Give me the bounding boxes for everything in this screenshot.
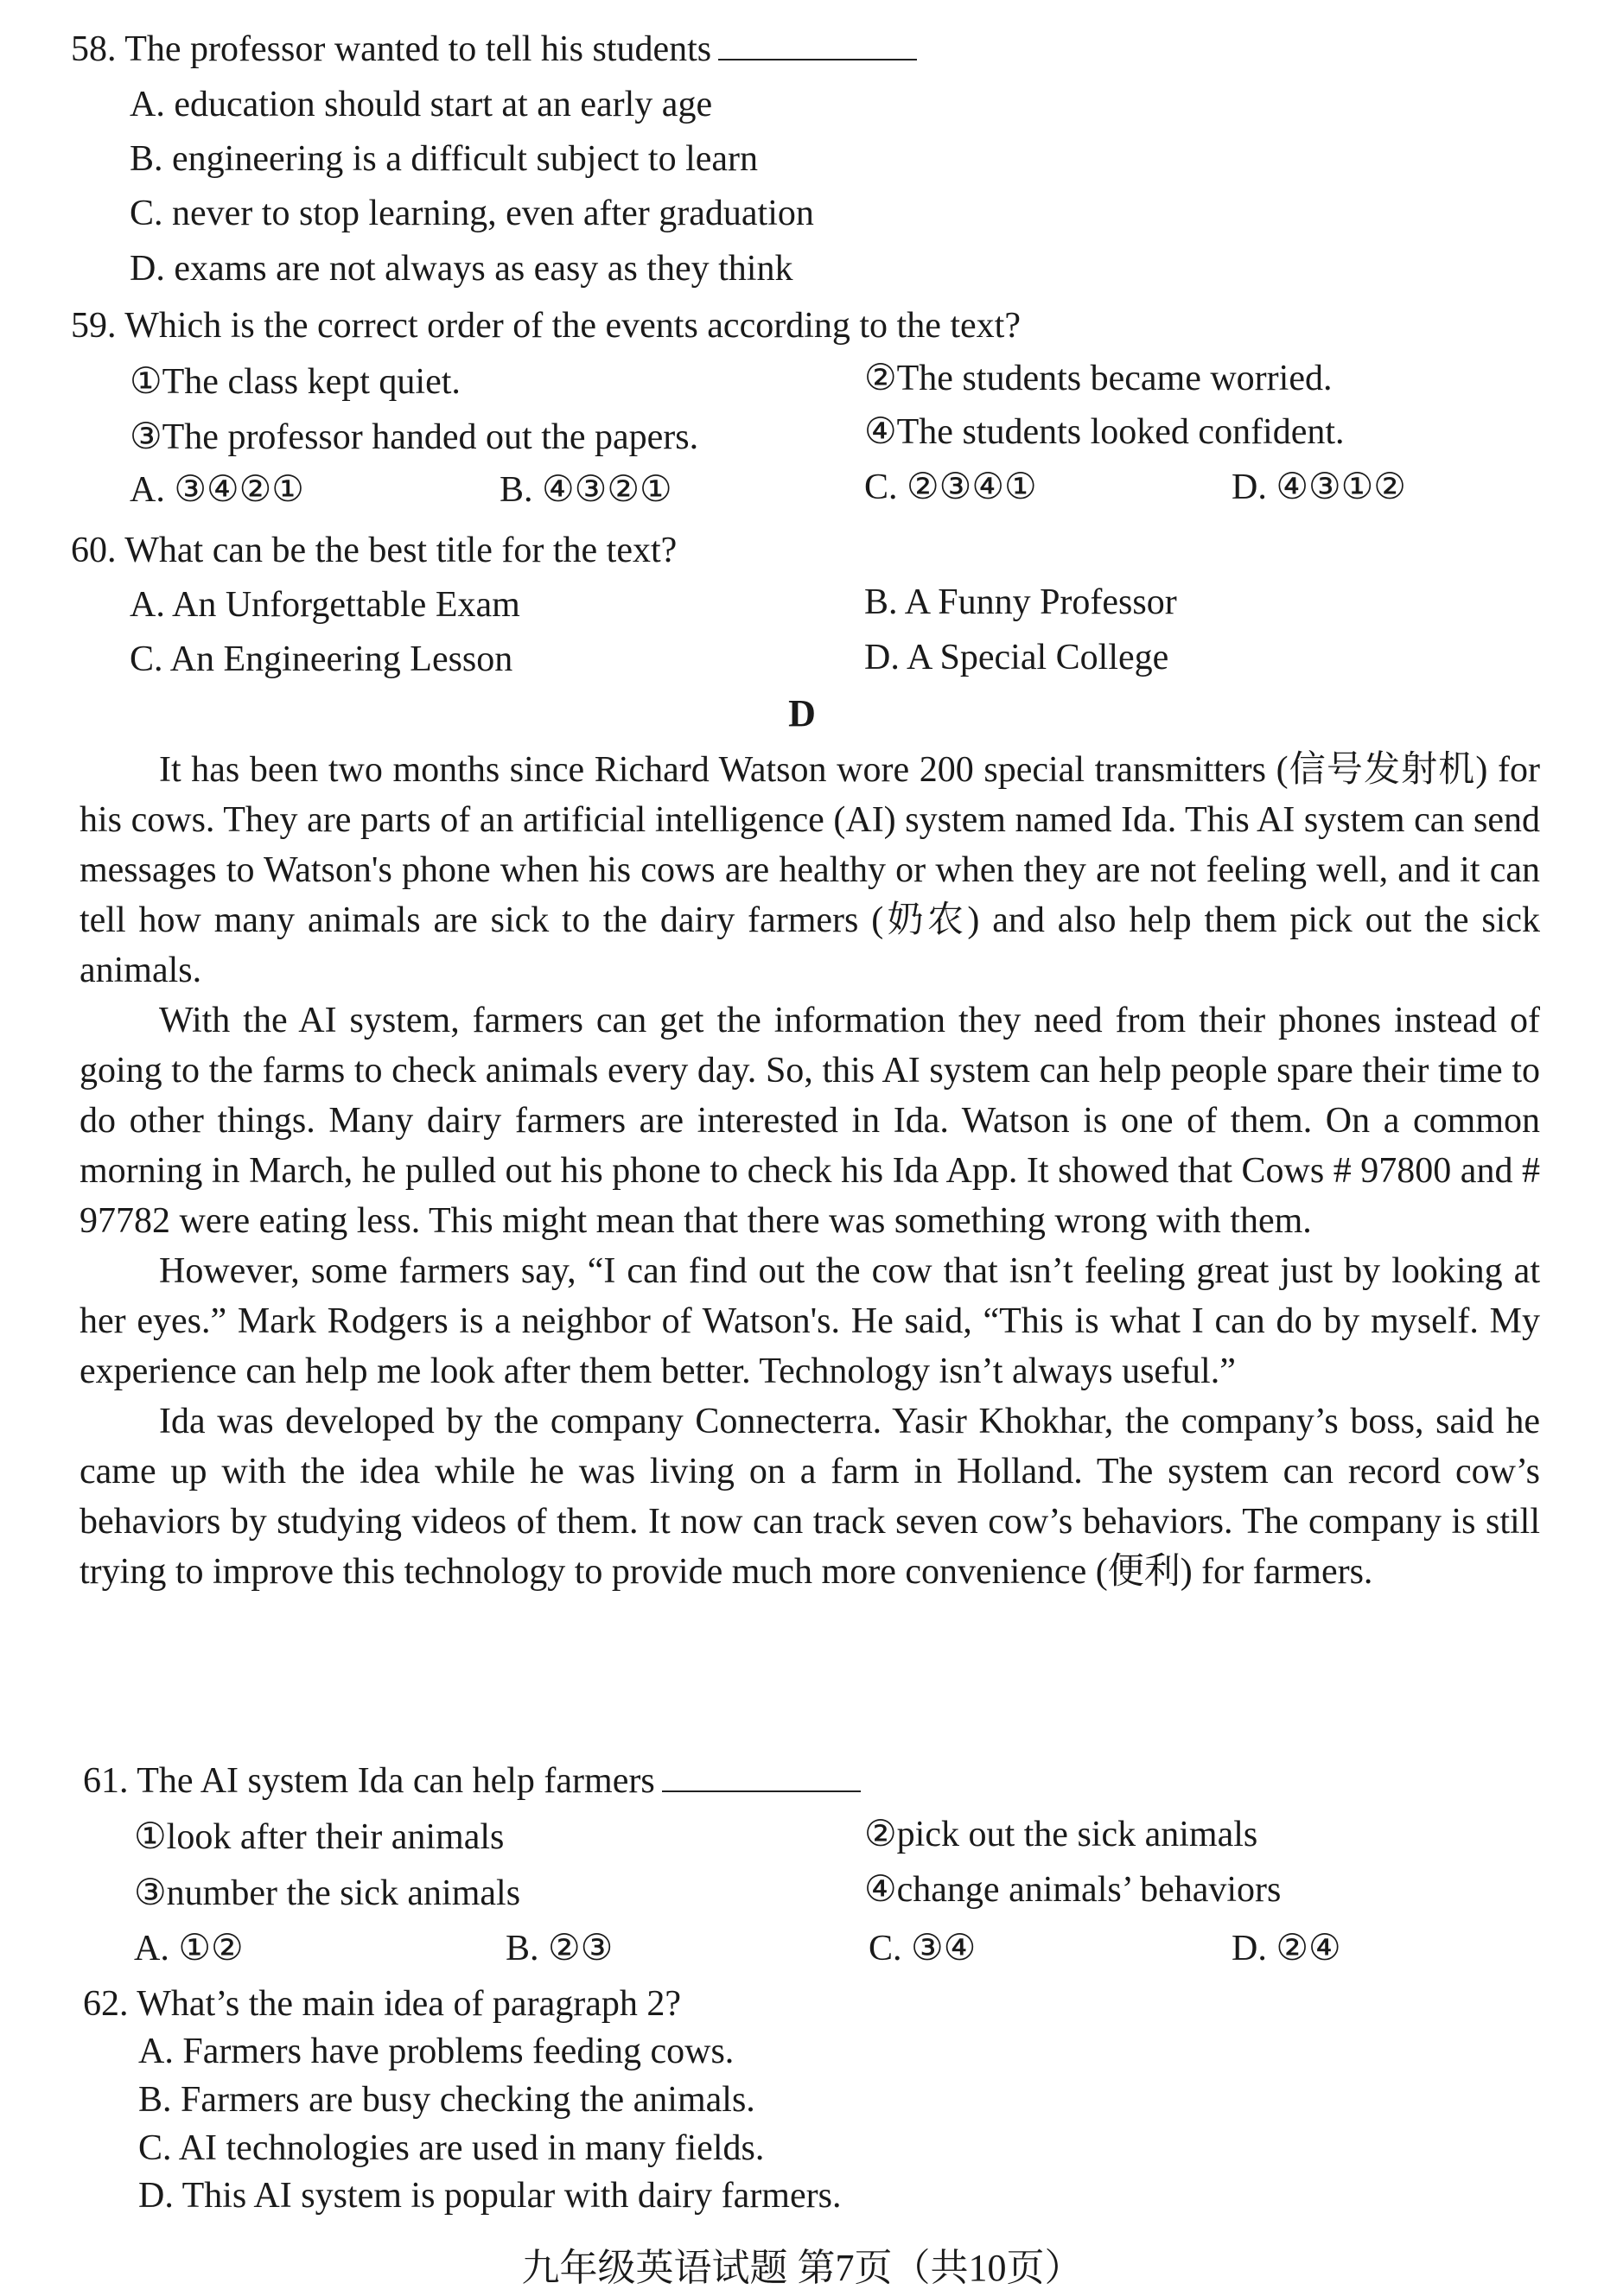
q60-option-b: B. A Funny Professor: [864, 582, 1177, 622]
q61-option-c: C. ③④: [869, 1929, 977, 1968]
answer-blank: [662, 1759, 861, 1792]
q58-option-b: B. engineering is a difficult subject to learn: [130, 139, 759, 179]
paragraph-1: It has been two months since Richard Watson wore 200 special transmitters (信号发射机) for his cows. They are parts of an artificial intelligence (AI) system named Ida. This AI system can send messages to Watson's phone when his cows are healthy or when they are not feeling well, and it can tell how many animals are sick to the dairy farmers (奶农) and also help them pick out the sick animals.: [80, 750, 1540, 990]
q59-option-d: D. ④③①②: [1232, 467, 1406, 507]
q62-option-a: A. Farmers have problems feeding cows.: [138, 2032, 735, 2071]
q59-option-a: A. ③④②①: [130, 470, 304, 510]
q59-event-3: ③The professor handed out the papers.: [130, 417, 699, 457]
q60-option-d: D. A Special College: [864, 638, 1169, 677]
q61-item-2: ②pick out the sick animals: [864, 1815, 1258, 1854]
question-60-stem: 60. What can be the best title for the text?: [71, 531, 678, 570]
q62-option-b: B. Farmers are busy checking the animals.: [138, 2080, 755, 2120]
q61-option-a: A. ①②: [134, 1929, 244, 1968]
q62-option-c: C. AI technologies are used in many fields.: [138, 2128, 765, 2168]
section-title: D: [788, 692, 816, 735]
q59-option-b: B. ④③②①: [500, 470, 672, 510]
answer-blank: [718, 28, 917, 60]
q60-option-c: C. An Engineering Lesson: [130, 639, 513, 679]
q59-event-4: ④The students looked confident.: [864, 412, 1345, 452]
q60-option-a: A. An Unforgettable Exam: [130, 585, 520, 625]
paragraph-3: However, some farmers say, “I can find out the cow that isn’t feeling great just by looking at her eyes.” Mark Rodgers is a neighbor of Watson's. He said, “This is what I can do by myself. My experience can help me look after them better. Technology isn’t always useful.”: [80, 1251, 1540, 1391]
question-58-stem: 58. The professor wanted to tell his students: [71, 24, 917, 74]
question-62-stem: 62. What’s the main idea of paragraph 2?: [83, 1984, 681, 2024]
question-61-stem: 61. The AI system Ida can help farmers: [83, 1756, 861, 1806]
q59-option-c: C. ②③④①: [864, 467, 1037, 507]
q58-option-d: D. exams are not always as easy as they think: [130, 249, 793, 289]
q58-option-c: C. never to stop learning, even after graduation: [130, 194, 814, 233]
q58-option-a: A. education should start at an early age: [130, 85, 713, 124]
paragraph-4: Ida was developed by the company Connecterra. Yasir Khokhar, the company’s boss, said he came up with the idea while he was living on a farm in Holland. The system can record cow’s behaviors by studying videos of them. It now can track seven cow’s behaviors. The company is still trying to improve this technology to provide much more convenience (便利) for farmers.: [80, 1402, 1540, 1592]
paragraph-2: With the AI system, farmers can get the information they need from their phones instead of going to the farms to check animals every day. So, this AI system can help people spare their time to do other things. Many dairy farmers are interested in Ida. Watson is one of them. On a common morning in March, he pulled out his phone to check his Ida App. It showed that Cows # 97800 and # 97782 were eating less. This might mean that there was something wrong with them.: [80, 1001, 1540, 1241]
q61-item-1: ①look after their animals: [134, 1817, 505, 1857]
q61-item-3: ③number the sick animals: [134, 1873, 521, 1913]
q61-item-4: ④change animals’ behaviors: [864, 1870, 1282, 1910]
q62-option-d: D. This AI system is popular with dairy farmers.: [138, 2176, 842, 2216]
page-footer: 九年级英语试题 第7页（共10页）: [521, 2247, 1083, 2289]
reading-passage: [80, 745, 1540, 1597]
q61-option-b: B. ②③: [506, 1929, 614, 1968]
q59-event-1: ①The class kept quiet.: [130, 362, 461, 402]
q61-option-d: D. ②④: [1232, 1929, 1341, 1968]
question-59-stem: 59. Which is the correct order of the events according to the text?: [71, 306, 1021, 346]
q59-event-2: ②The students became worried.: [864, 359, 1333, 398]
